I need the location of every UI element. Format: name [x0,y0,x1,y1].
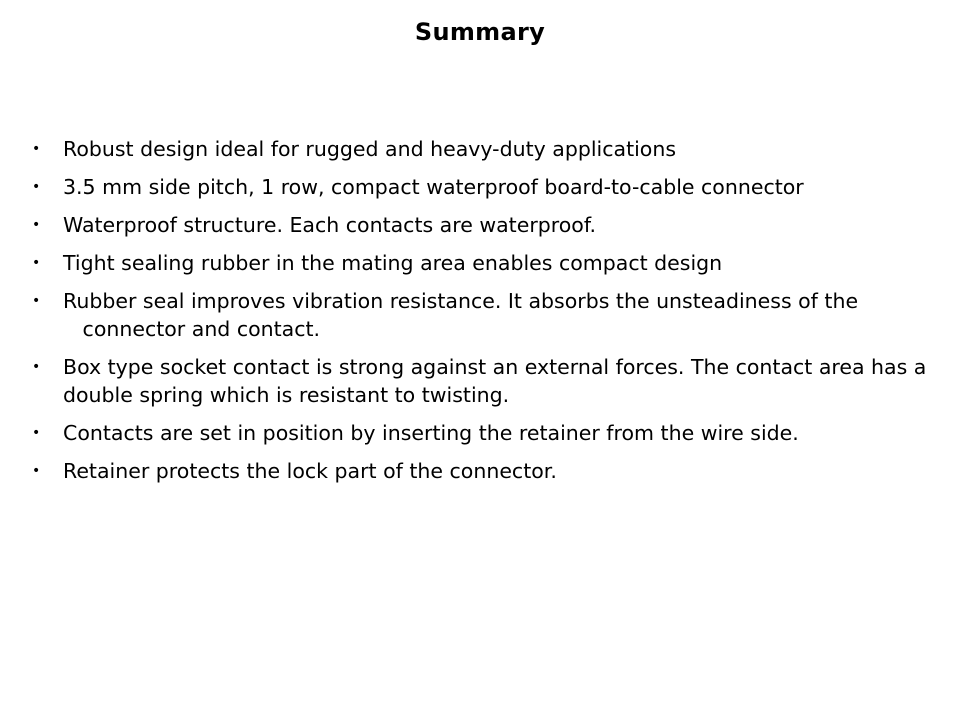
bullet-dot-icon: • [32,217,41,233]
slide-title: Summary [414,18,546,46]
bullet-text: Waterproof structure. Each contacts are waterproof. [63,213,597,237]
bullet-text: Robust design ideal for rugged and heavy-duty applications [63,137,677,161]
bullet-item [32,173,947,201]
bullet-list [32,135,947,495]
bullet-dot-icon: • [32,359,41,375]
bullet-dot-icon: • [32,179,41,195]
bullet-item [32,211,947,239]
bullet-dot-icon: • [32,463,41,479]
bullet-text: Box type socket contact is strong against an external forces. The contact area has a double spring which is resistant to twisting. [63,355,927,407]
bullet-item [32,287,947,343]
bullet-item [32,353,947,409]
bullet-text: 3.5 mm side pitch, 1 row, compact waterproof board-to-cable connector [63,175,804,199]
bullet-dot-icon: • [32,255,41,271]
bullet-item [32,135,947,163]
bullet-text: Contacts are set in position by inserting the retainer from the wire side. [63,421,799,445]
bullet-item [32,419,947,447]
bullet-text: Rubber seal improves vibration resistance. It absorbs the unsteadiness of the connector and contact. [63,289,859,341]
bullet-dot-icon: • [32,293,41,309]
bullet-item [32,457,947,485]
bullet-item [32,249,947,277]
bullet-dot-icon: • [32,425,41,441]
bullet-text: Tight sealing rubber in the mating area enables compact design [63,251,723,275]
bullet-text: Retainer protects the lock part of the connector. [63,459,557,483]
bullet-dot-icon: • [32,141,41,157]
